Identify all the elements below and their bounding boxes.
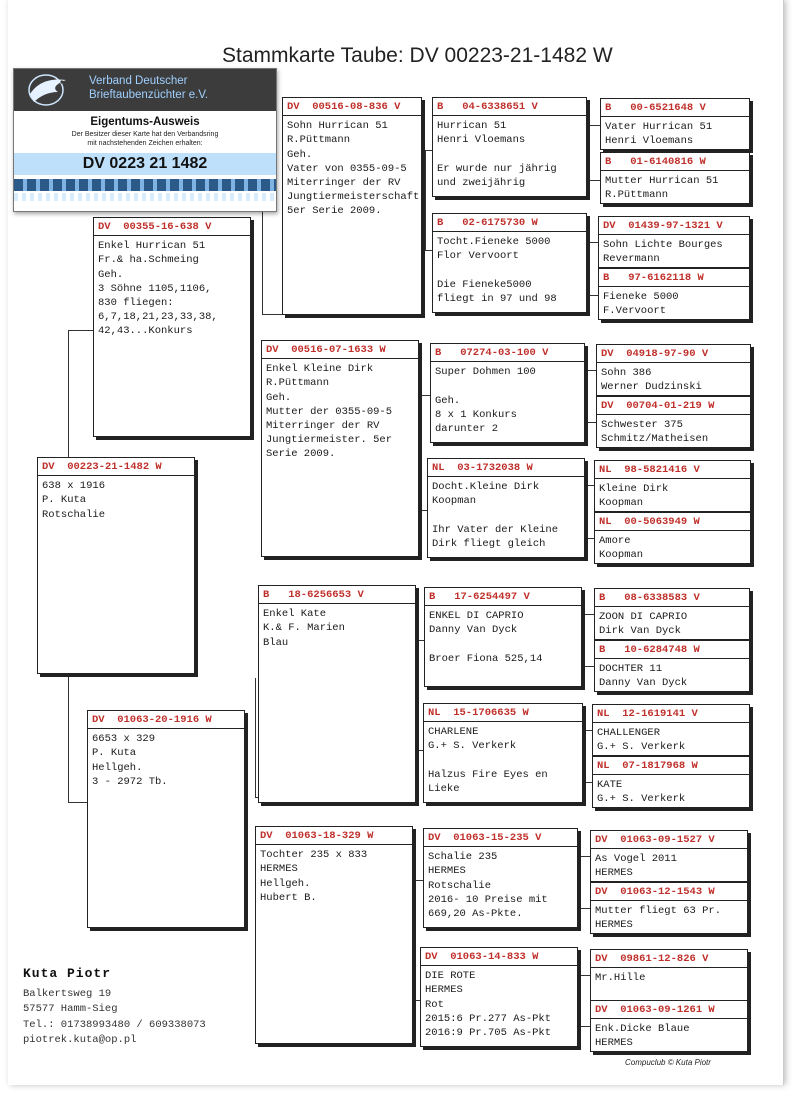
pigeon-info-line: Rot <box>425 998 444 1011</box>
pigeon-info-line: Henri Vloemans <box>437 134 526 147</box>
pigeon-info-line: Blau <box>263 636 289 649</box>
pigeon-info-line: 6653 x 329 <box>92 733 156 746</box>
ring-number: DV 0223 21 1482 <box>14 153 276 175</box>
pigeon-info-line: Miterringer der RV <box>287 177 401 190</box>
pigeon-info-line <box>432 509 580 523</box>
pigeon-box-g1 <box>600 98 750 150</box>
pigeon-info-line: Mr.Hille <box>595 972 646 985</box>
ring-number-header: DV 01063-09-1261 W <box>591 1003 747 1019</box>
pigeon-box-g11 <box>592 704 750 756</box>
pigeon-info-line: Er wurde nur jährig <box>437 162 557 175</box>
ring-number-header: DV 00704-01-219 W <box>597 399 750 415</box>
pigeon-info-line <box>429 638 577 652</box>
pigeon-info-line: Vater Hurrican 51 <box>605 121 713 134</box>
pigeon-box-vmv <box>430 343 585 443</box>
pigeon-box-mv <box>258 585 416 803</box>
pigeon-info-line <box>435 379 580 393</box>
pigeon-info-line: Hubert B. <box>260 891 317 904</box>
pigeon-info-line: Danny Van Dyck <box>429 624 518 637</box>
connector-line <box>418 640 419 750</box>
pigeon-box-g13 <box>590 830 748 882</box>
pigeon-info-line: Rotschalie <box>42 508 106 521</box>
pigeon-info-line: Enkel Hurrican 51 <box>98 240 206 253</box>
pigeon-info-line: 3 - 2972 Tb. <box>92 775 168 788</box>
connector-line <box>582 666 594 667</box>
card-decor-strip <box>14 179 276 191</box>
ring-number-header: B 02-6175730 W <box>433 216 586 232</box>
pigeon-logo-icon <box>22 72 74 108</box>
connector-line <box>255 678 256 798</box>
ring-number-header: NL 15-1706635 W <box>424 706 582 722</box>
pigeon-info-line: Amore <box>599 535 631 548</box>
ring-number-header: NL 00-5063949 W <box>595 515 750 531</box>
ring-number-header: NL 07-1817968 W <box>593 759 749 775</box>
pigeon-box-g2 <box>600 152 750 204</box>
breeder-name: Kuta Piotr <box>23 966 112 981</box>
connector-line <box>585 485 594 486</box>
connector-line <box>587 295 598 296</box>
pigeon-info-line: Sohn Lichte Bourges <box>603 239 723 252</box>
pigeon-info-line: Kleine Dirk <box>599 483 669 496</box>
connector-line <box>587 125 600 126</box>
pigeon-info-line: 830 fliegen: <box>98 297 174 310</box>
pigeon-info-line: Dirk fliegt gleich <box>432 538 546 551</box>
pigeon-box-mvm <box>423 703 583 803</box>
pigeon-info-line: Sohn 386 <box>601 367 652 380</box>
pigeon-info-line: Lieke <box>428 783 460 796</box>
pigeon-info-line: Mutter fliegt 63 Pr. <box>595 905 722 918</box>
ring-number-header: B 18-6256653 V <box>259 588 415 604</box>
ring-number-header: DV 00223-21-1482 W <box>38 460 194 476</box>
ring-number-header: DV 01063-14-833 W <box>421 950 577 966</box>
pigeon-info-line: Docht.Kleine Dirk <box>432 481 540 494</box>
pigeon-info-line: Geh. <box>266 391 292 404</box>
pigeon-box-g14 <box>590 882 748 934</box>
connector-line <box>413 880 423 881</box>
ring-number-header: DV 04918-97-90 V <box>597 347 750 363</box>
pigeon-info-line: DOCHTER 11 <box>599 663 663 676</box>
pigeon-info-line: 3 Söhne 1105,1106, <box>98 282 212 295</box>
pigeon-info-line: Schalie 235 <box>428 851 498 864</box>
ring-number-header: B 01-6140816 W <box>601 155 749 171</box>
pigeon-info-line: Fr.& ha.Schmeing <box>98 254 199 267</box>
pigeon-info-line: G.+ S. Verkerk <box>597 793 686 806</box>
pigeon-info-line: F.Vervoort <box>603 305 667 318</box>
pigeon-info-line: R.Püttmann <box>605 189 669 202</box>
breeder-phone: Tel.: 01738993480 / 609338073 <box>23 1018 206 1031</box>
connector-line <box>578 975 590 976</box>
pigeon-info-line: HERMES <box>595 867 633 880</box>
pigeon-info-line: Flor Vervoort <box>437 250 519 263</box>
pigeon-info-line: Koopman <box>432 495 477 508</box>
pigeon-info-line: Hellgeh. <box>260 877 311 890</box>
connector-line <box>585 538 594 539</box>
pigeon-info-line: 2016:9 Pr.705 As-Pkt <box>425 1027 552 1040</box>
ring-number-header: DV 00516-08-836 V <box>283 100 421 116</box>
ring-number-header: B 07274-03-100 V <box>431 346 584 362</box>
pigeon-info-line: R.Püttmann <box>266 377 330 390</box>
pigeon-box-g8 <box>594 512 751 564</box>
pigeon-info-line: As Vogel 2011 <box>595 853 677 866</box>
ring-number-header: B 04-6338651 V <box>433 100 586 116</box>
pigeon-info-line: Enkel Kate <box>263 608 327 621</box>
pigeon-box-g15 <box>590 949 748 1001</box>
pigeon-info-line: Rotschalie <box>428 879 492 892</box>
pigeon-info-line: Fieneke 5000 <box>603 291 679 304</box>
breeder-street: Balkertsweg 19 <box>23 987 112 1000</box>
pigeon-info-line: Werner Dudzinski <box>601 381 702 394</box>
pigeon-info-line: HERMES <box>428 865 466 878</box>
ring-number-header: B 17-6254497 V <box>425 590 581 606</box>
pigeon-info-line: KATE <box>597 779 623 792</box>
pigeon-box-g5 <box>596 344 751 396</box>
pigeon-info-line: 638 x 1916 <box>42 480 106 493</box>
card-decor-strip-lower <box>14 193 276 201</box>
pigeon-info-line: Koopman <box>599 549 644 562</box>
connector-line <box>420 395 430 396</box>
connector-line <box>587 180 600 181</box>
connector-line <box>68 802 88 803</box>
pigeon-info-line: 2015:6 Pr.277 As-Pkt <box>425 1012 552 1025</box>
ring-number-header: DV 09861-12-826 V <box>591 952 747 968</box>
pigeon-box-vmm <box>427 458 585 558</box>
pigeon-info-line: Super Dohmen 100 <box>435 366 536 379</box>
pigeon-info-line: K.& F. Marien <box>263 622 345 635</box>
pigeon-box-g6 <box>596 396 751 448</box>
pigeon-box-g10 <box>594 640 750 692</box>
pigeon-box-g3 <box>598 216 750 268</box>
pigeon-info-line: Enkel Kleine Dirk <box>266 363 374 376</box>
pigeon-info-line: ENKEL DI CAPRIO <box>429 610 524 623</box>
pigeon-info-line: 6,7,18,21,23,33,38, <box>98 311 218 324</box>
ring-number-header: DV 01063-12-1543 W <box>591 885 747 901</box>
breeder-email[interactable]: piotrek.kuta@op.pl <box>23 1034 137 1046</box>
connector-line <box>68 330 69 457</box>
pigeon-info-line <box>437 148 582 162</box>
ring-number-header: B 08-6338583 V <box>595 591 749 607</box>
pigeon-info-line: Hellgeh. <box>92 761 143 774</box>
pigeon-box-mutter <box>87 710 245 928</box>
pigeon-info-line: Danny Van Dyck <box>599 677 688 690</box>
pigeon-info-line: HERMES <box>595 1037 633 1050</box>
pigeon-info-line: fliegt in 97 und 98 <box>437 293 557 306</box>
pigeon-info-line: Schwester 375 <box>601 419 683 432</box>
pigeon-info-line: P. Kuta <box>92 747 137 760</box>
pigeon-info-line: HERMES <box>260 863 298 876</box>
pigeon-box-vvv <box>432 97 587 197</box>
connector-line <box>585 422 596 423</box>
pigeon-box-mmm <box>420 947 578 1047</box>
ring-number-header: DV 01063-09-1527 V <box>591 833 747 849</box>
pigeon-info-line: 8 x 1 Konkurs <box>435 408 517 421</box>
pigeon-info-line: Halzus Fire Eyes en <box>428 768 548 781</box>
pigeon-info-line: HERMES <box>425 984 463 997</box>
pigeon-box-mmv <box>423 828 578 928</box>
pigeon-info-line: ZOON DI CAPRIO <box>599 611 688 624</box>
pigeon-info-line: 42,43...Konkurs <box>98 325 193 338</box>
pigeon-info-line: 2016- 10 Preise mit <box>428 893 548 906</box>
pigeon-info-line: Schmitz/Matheisen <box>601 433 709 446</box>
ring-number-header: NL 98-5821416 V <box>595 463 750 479</box>
connector-line <box>413 880 414 1000</box>
pigeon-box-vater <box>93 217 251 437</box>
pigeon-info-line: Henri Vloemans <box>605 135 694 148</box>
pigeon-info-line: Jungtiermeisterschaft <box>287 191 420 204</box>
pigeon-box-vv <box>282 97 422 315</box>
pigeon-box-mm <box>255 826 413 1044</box>
ring-number-header: DV 00355-16-638 V <box>94 220 250 236</box>
connector-line <box>68 330 93 331</box>
pigeon-info-line: Die Fieneke5000 <box>437 278 532 291</box>
pigeon-info-line: Miterringer der RV <box>266 420 380 433</box>
pigeon-box-subject <box>37 457 195 674</box>
pigeon-info-line: Mutter Hurrican 51 <box>605 175 719 188</box>
pigeon-info-line: CHALLENGER <box>597 727 661 740</box>
pigeon-info-line: Geh. <box>98 268 124 281</box>
page-title: Stammkarte Taube: DV 00223-21-1482 W <box>222 44 613 67</box>
pigeon-info-line: Broer Fiona 525,14 <box>429 652 543 665</box>
org-name: Verband Deutscher Brieftaubenzüchter e.V. <box>89 75 209 101</box>
pigeon-box-vm <box>261 340 419 557</box>
pigeon-info-line: Tocht.Fieneke 5000 <box>437 236 551 249</box>
pigeon-info-line: Hurrican 51 <box>437 120 507 133</box>
connector-line <box>583 730 592 731</box>
pigeon-box-g12 <box>592 756 750 808</box>
ring-number-header: DV 01063-18-329 W <box>256 829 412 845</box>
pigeon-info-line: Tochter 235 x 833 <box>260 849 368 862</box>
pigeon-info-line: Geh. <box>287 148 313 161</box>
connector-line <box>585 370 596 371</box>
connector-line <box>578 856 590 857</box>
pigeon-info-line: CHARLENE <box>428 726 479 739</box>
ring-number-header: B 00-6521648 V <box>601 101 749 117</box>
ownership-card <box>13 68 277 212</box>
pigeon-info-line <box>428 754 578 768</box>
pigeon-info-line: 669,20 As-Pkte. <box>428 908 523 921</box>
pigeon-box-mvv <box>424 587 582 687</box>
connector-line <box>578 908 590 909</box>
ring-number-header: DV 00516-07-1633 W <box>262 343 418 359</box>
credit-line: Compuclub © Kuta Piotr <box>625 1058 711 1067</box>
card-title: Eigentums-Ausweis <box>90 116 200 128</box>
connector-line <box>262 314 282 315</box>
pigeon-info-line: Dirk Van Dyck <box>599 625 681 638</box>
pigeon-info-line: und zweijährig <box>437 177 526 190</box>
pigeon-info-line: Enk.Dicke Blaue <box>595 1023 690 1036</box>
ring-number-header: B 10-6284748 W <box>595 643 749 659</box>
ring-number-header: DV 01063-15-235 V <box>424 831 577 847</box>
ring-number-header: DV 01063-20-1916 W <box>88 713 244 729</box>
pigeon-box-g4 <box>598 268 750 320</box>
pigeon-box-g7 <box>594 460 751 512</box>
ring-number-header: DV 01439-97-1321 V <box>599 219 749 235</box>
pigeon-info-line <box>437 264 582 278</box>
pigeon-info-line: 5er Serie 2009. <box>287 205 382 218</box>
pigeon-info-line: G.+ S. Verkerk <box>597 741 686 754</box>
pigeon-info-line: Vater von 0355-09-5 <box>287 162 407 175</box>
pigeon-info-line: Geh. <box>435 394 461 407</box>
ring-number-header: NL 03-1732038 W <box>428 461 584 477</box>
pigeon-info-line: R.Püttmann <box>287 134 351 147</box>
connector-line <box>425 150 426 250</box>
pigeon-info-line: Koopman <box>599 497 644 510</box>
pigeon-info-line: Mutter der 0355-09-5 <box>266 405 393 418</box>
connector-line <box>587 242 598 243</box>
connector-line <box>420 395 421 510</box>
ring-number-header: B 97-6162118 W <box>599 271 749 287</box>
connector-line <box>582 614 594 615</box>
pigeon-box-vvm <box>432 213 587 313</box>
pigeon-info-line: Sohn Hurrican 51 <box>287 120 388 133</box>
pigeon-info-line: G.+ S. Verkerk <box>428 740 517 753</box>
pigeon-info-line: DIE ROTE <box>425 970 476 983</box>
breeder-address <box>23 966 206 1049</box>
pigeon-info-line: Revermann <box>603 253 660 266</box>
pigeon-info-line: Serie 2009. <box>266 448 336 461</box>
pigeon-info-line: HERMES <box>595 919 633 932</box>
pigeon-info-line: Ihr Vater der Kleine <box>432 523 559 536</box>
ring-number-header: NL 12-1619141 V <box>593 707 749 723</box>
breeder-city: 57577 Hamm-Sieg <box>23 1003 118 1015</box>
pigeon-box-g16 <box>590 1000 748 1052</box>
pigeon-info-line: darunter 2 <box>435 423 499 436</box>
pigeon-info-line: Jungtiermeister. 5er <box>266 434 393 447</box>
connector-line <box>583 782 592 783</box>
connector-line <box>68 672 69 802</box>
pigeon-box-g9 <box>594 588 750 640</box>
pigeon-info-line: P. Kuta <box>42 494 87 507</box>
card-description: Der Besitzer dieser Karte hat den Verbandsring mit nachstehenden Zeichen erhalten: <box>71 131 219 147</box>
card-header <box>14 69 276 111</box>
connector-line <box>578 1026 590 1027</box>
